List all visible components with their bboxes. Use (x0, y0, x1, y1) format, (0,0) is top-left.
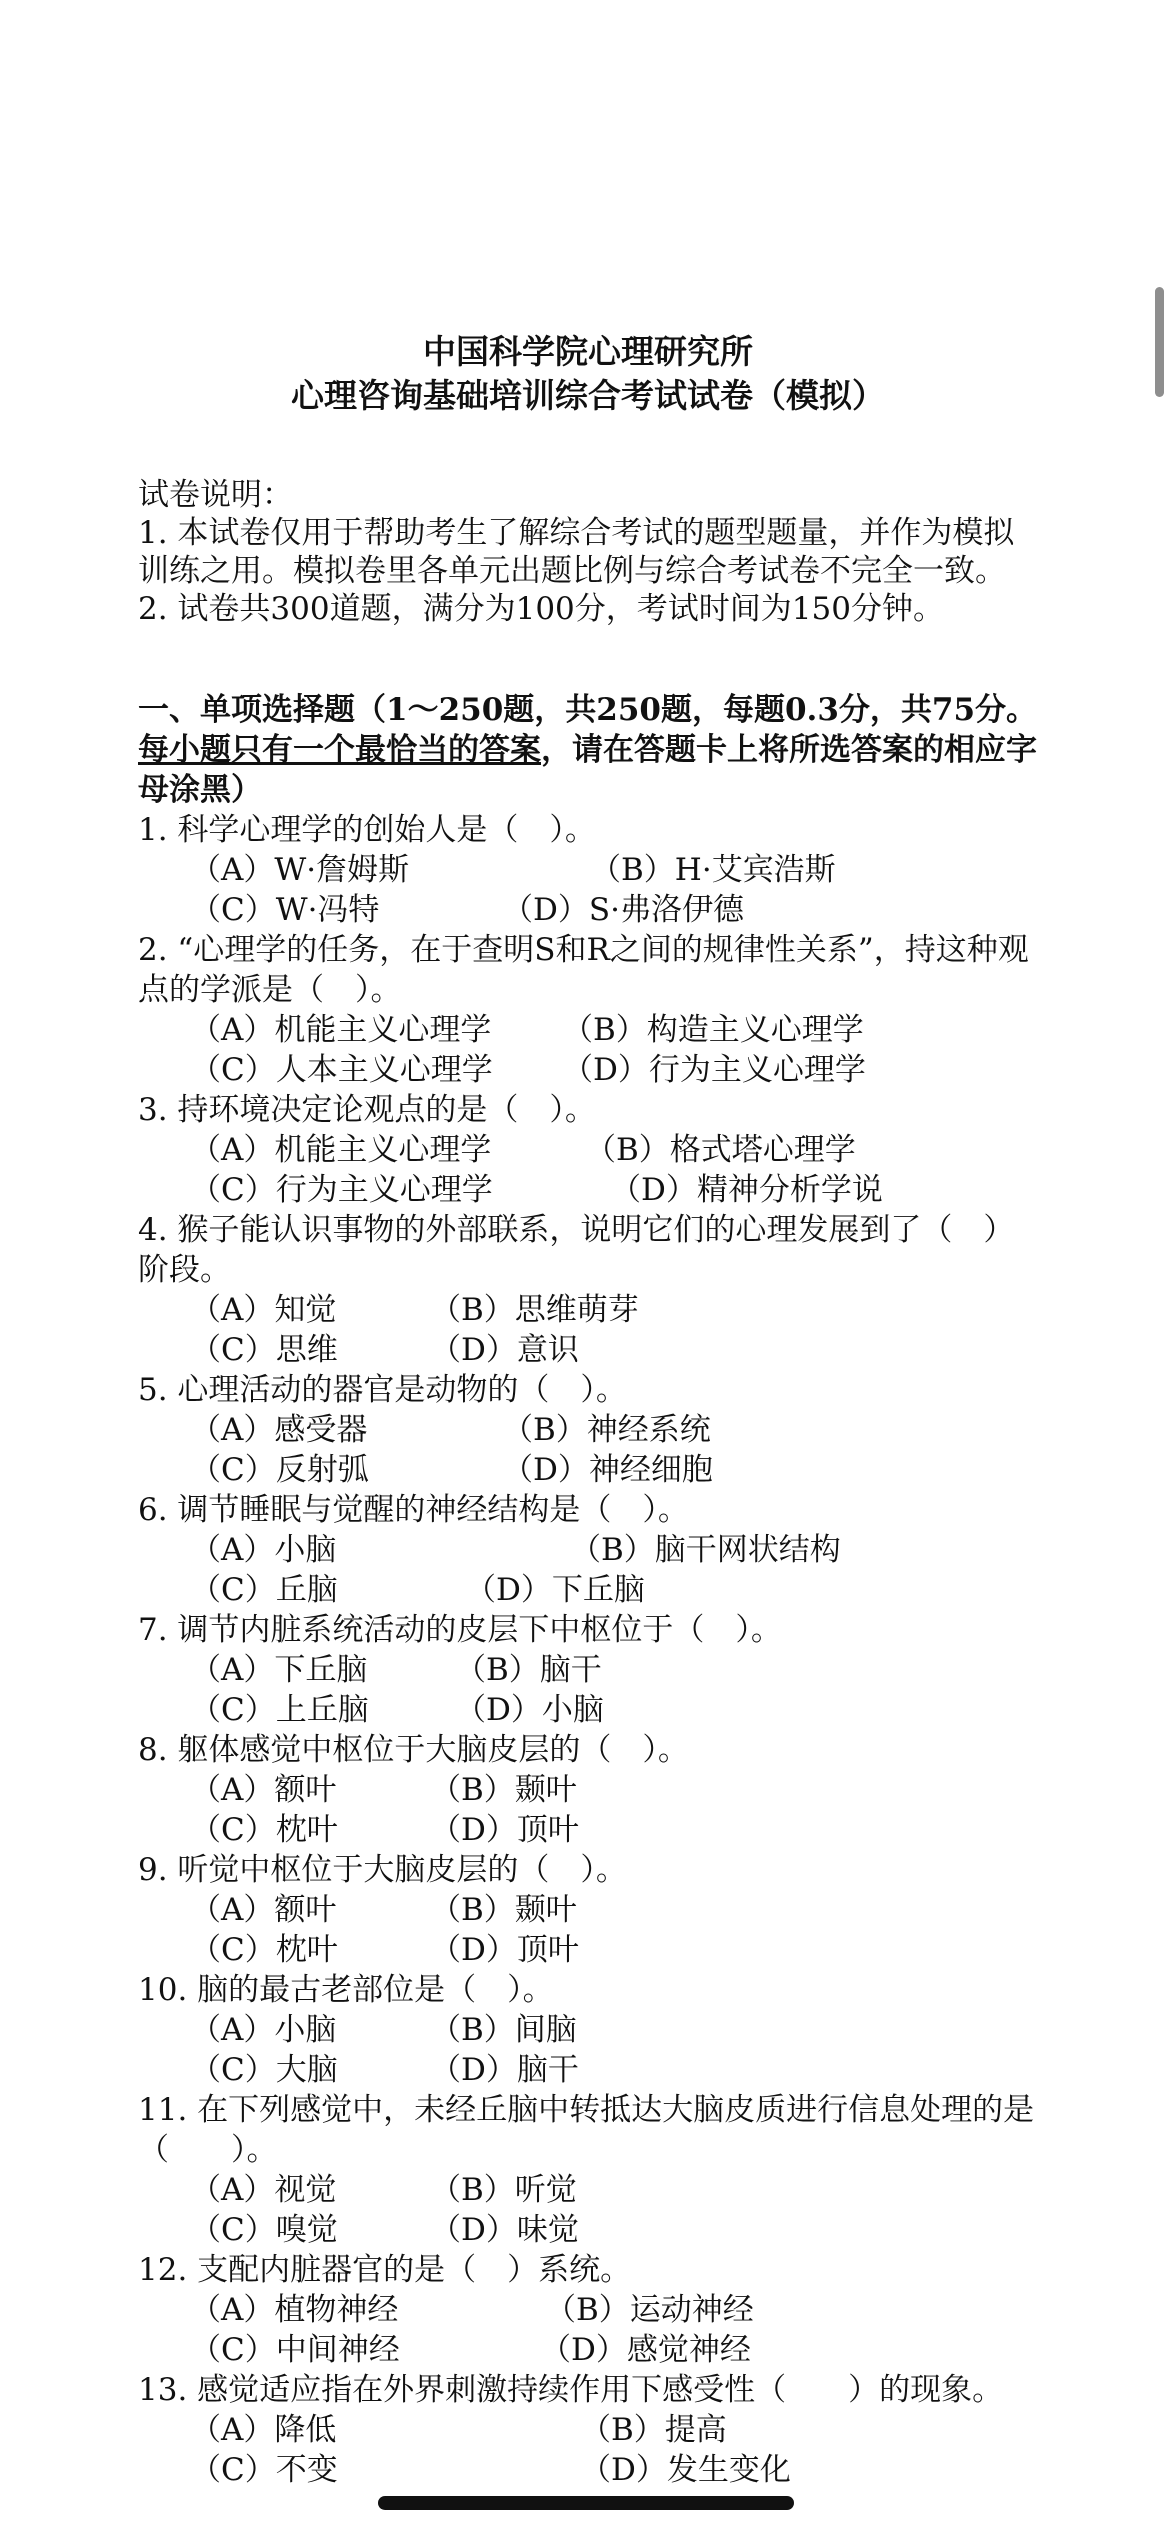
question-stem: 2. “心理学的任务，在于查明S和R之间的规律性关系”，持这种观点的学派是（ ）。 (138, 932, 1029, 1008)
option-b: （B）脑干 (455, 1652, 602, 1688)
option-b: （B）构造主义心理学 (562, 1012, 864, 1048)
option-b: （B）提高 (580, 2412, 727, 2448)
option-d: （D）感觉神经 (540, 2332, 751, 2368)
option-d: （D）发生变化 (580, 2452, 791, 2488)
question-4 (138, 1210, 1038, 1370)
question-1 (138, 810, 1038, 930)
option-c: （C）枕叶 (190, 1812, 338, 1848)
options-row (190, 2410, 1038, 2450)
options-row (190, 1330, 1038, 1370)
options-row (190, 1010, 1038, 1050)
options-row (190, 2170, 1038, 2210)
option-a: （A）机能主义心理学 (190, 1012, 492, 1048)
option-d: （D）意识 (430, 1332, 579, 1368)
option-c: （C）反射弧 (190, 1452, 369, 1488)
instructions-heading: 试卷说明： (138, 477, 293, 513)
options-row (190, 1690, 1038, 1730)
option-b: （B）H·艾宾浩斯 (590, 852, 836, 888)
option-c: （C）丘脑 (190, 1572, 338, 1608)
option-a: （A）视觉 (190, 2172, 337, 2208)
question-11 (138, 2090, 1038, 2250)
section-heading (138, 690, 1038, 810)
option-b: （B）运动神经 (545, 2292, 754, 2328)
option-c: （C）上丘脑 (190, 1692, 369, 1728)
option-d: （D）顶叶 (430, 1932, 579, 1968)
option-c: （C）思维 (190, 1332, 338, 1368)
instructions-item-1: 1. 本试卷仅用于帮助考生了解综合考试的题型题量，并作为模拟训练之用。模拟卷里各单元出题比例与综合考试卷不完全一致。 (138, 515, 1015, 589)
options-row (190, 1890, 1038, 1930)
option-c: （C）嗅觉 (190, 2212, 338, 2248)
options-row (190, 1450, 1038, 1490)
option-d: （D）小脑 (455, 1692, 604, 1728)
options-row (190, 2010, 1038, 2050)
question-5 (138, 1370, 1038, 1490)
question-3 (138, 1090, 1038, 1210)
options-row (190, 1810, 1038, 1850)
option-a: （A）机能主义心理学 (190, 1132, 492, 1168)
option-b: （B）脑干网状结构 (570, 1532, 841, 1568)
options-row (190, 890, 1038, 930)
options-row (190, 850, 1038, 890)
option-a: （A）额叶 (190, 1892, 337, 1928)
options-row (190, 1650, 1038, 1690)
question-12 (138, 2250, 1038, 2370)
question-8 (138, 1730, 1038, 1850)
scroll-indicator[interactable] (1155, 287, 1164, 397)
option-a: （A）感受器 (190, 1412, 368, 1448)
option-b: （B）格式塔心理学 (585, 1132, 856, 1168)
question-stem: 8. 躯体感觉中枢位于大脑皮层的（ ）。 (138, 1732, 689, 1768)
question-stem: 3. 持环境决定论观点的是（ ）。 (138, 1092, 596, 1128)
question-stem: 12. 支配内脏器官的是（ ）系统。 (138, 2252, 632, 2288)
option-a: （A）知觉 (190, 1292, 337, 1328)
section-heading-emphasis: 每小题只有一个最恰当的答案 (138, 732, 541, 768)
question-13 (138, 2370, 1038, 2490)
question-stem: 4. 猴子能认识事物的外部联系，说明它们的心理发展到了（ ）阶段。 (138, 1212, 1015, 1288)
question-stem: 6. 调节睡眠与觉醒的神经结构是（ ）。 (138, 1492, 689, 1528)
options-row (190, 1290, 1038, 1330)
options-row (190, 1410, 1038, 1450)
option-b: （B）间脑 (430, 2012, 577, 2048)
options-row (190, 1930, 1038, 1970)
question-stem: 13. 感觉适应指在外界刺激持续作用下感受性（ ）的现象。 (138, 2372, 1004, 2408)
option-d: （D）精神分析学说 (610, 1172, 883, 1208)
options-row (190, 1130, 1038, 1170)
option-d: （D）下丘脑 (465, 1572, 645, 1608)
title-line-1: 中国科学院心理研究所 (423, 332, 753, 371)
section-heading-part3: ，请在答题卡上将所选答案的相应字母涂黑） (138, 732, 1037, 808)
options-row (190, 1570, 1038, 1610)
option-a: （A）额叶 (190, 1772, 337, 1808)
option-a: （A）植物神经 (190, 2292, 399, 2328)
option-d: （D）脑干 (430, 2052, 579, 2088)
question-stem: 11. 在下列感觉中，未经丘脑中转抵达大脑皮质进行信息处理的是（ ）。 (138, 2092, 1035, 2168)
question-stem: 1. 科学心理学的创始人是（ ）。 (138, 812, 596, 848)
instructions-item-2: 2. 试卷共300道题，满分为100分，考试时间为150分钟。 (138, 591, 944, 627)
option-b: （B）神经系统 (502, 1412, 711, 1448)
options-row (190, 1770, 1038, 1810)
question-stem: 7. 调节内脏系统活动的皮层下中枢位于（ ）。 (138, 1612, 782, 1648)
options-row (190, 2050, 1038, 2090)
option-c: （C）中间神经 (190, 2332, 400, 2368)
question-10 (138, 1970, 1038, 2090)
option-c: （C）大脑 (190, 2052, 338, 2088)
section-heading-part1: 一、单项选择题（1～250题，共250题，每题0.3分，共75分。 (138, 692, 1038, 728)
option-a: （A）小脑 (190, 2012, 337, 2048)
options-row (190, 1050, 1038, 1090)
options-row (190, 2210, 1038, 2250)
option-a: （A）下丘脑 (190, 1652, 368, 1688)
exam-title (138, 330, 1038, 418)
options-row (190, 2290, 1038, 2330)
option-d: （D）神经细胞 (502, 1452, 713, 1488)
question-9 (138, 1850, 1038, 1970)
option-c: （C）行为主义心理学 (190, 1172, 493, 1208)
option-a: （A）降低 (190, 2412, 337, 2448)
option-d: （D）味觉 (430, 2212, 579, 2248)
home-indicator[interactable] (378, 2496, 794, 2510)
options-row (190, 1170, 1038, 1210)
options-row (190, 2330, 1038, 2370)
question-stem: 10. 脑的最古老部位是（ ）。 (138, 1972, 554, 2008)
option-c: （C）不变 (190, 2452, 338, 2488)
option-b: （B）思维萌芽 (430, 1292, 639, 1328)
option-b: （B）听觉 (430, 2172, 577, 2208)
question-stem: 9. 听觉中枢位于大脑皮层的（ ）。 (138, 1852, 627, 1888)
option-d: （D）顶叶 (430, 1812, 579, 1848)
options-row (190, 2450, 1038, 2490)
option-a: （A）小脑 (190, 1532, 337, 1568)
option-c: （C）W·冯特 (190, 892, 380, 928)
options-row (190, 1530, 1038, 1570)
exam-document (138, 330, 1038, 2490)
option-a: （A）W·詹姆斯 (190, 852, 410, 888)
title-line-2: 心理咨询基础培训综合考试试卷（模拟） (291, 376, 885, 415)
option-d: （D）行为主义心理学 (562, 1052, 866, 1088)
option-c: （C）枕叶 (190, 1932, 338, 1968)
question-7 (138, 1610, 1038, 1730)
option-c: （C）人本主义心理学 (190, 1052, 493, 1088)
option-b: （B）颞叶 (430, 1892, 577, 1928)
exam-instructions (138, 476, 1038, 628)
question-2 (138, 930, 1038, 1090)
option-b: （B）颞叶 (430, 1772, 577, 1808)
question-6 (138, 1490, 1038, 1610)
question-stem: 5. 心理活动的器官是动物的（ ）。 (138, 1372, 627, 1408)
option-d: （D）S·弗洛伊德 (502, 892, 744, 928)
